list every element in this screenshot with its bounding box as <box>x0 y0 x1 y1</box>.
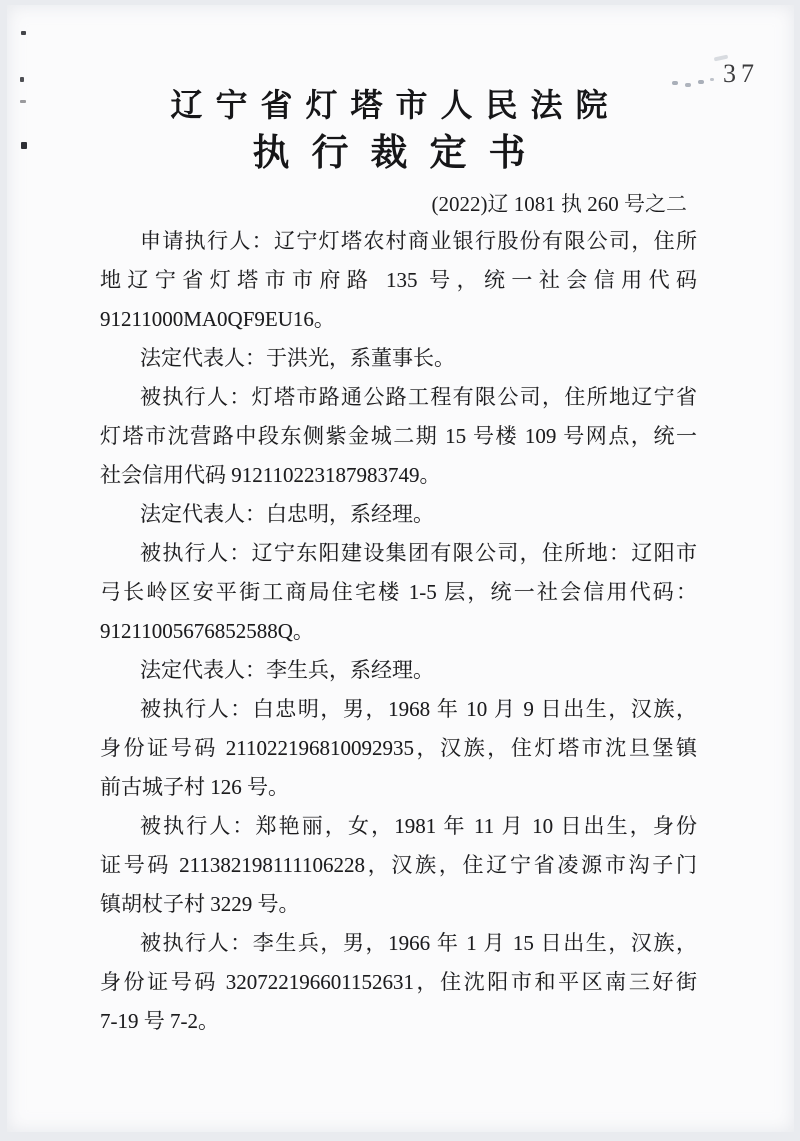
document-line: 身份证号码 211022196810092935，汉族，住灯塔市沈旦堡镇 <box>100 736 697 760</box>
document-line: 证号码 211382198111106228，汉族，住辽宁省凌源市沟子门 <box>100 853 697 877</box>
document-line: 灯塔市沈营路中段东侧紫金城二期 15 号楼 109 号网点，统一 <box>100 424 697 448</box>
document-body <box>100 222 697 1041</box>
document-line: 91211000MA0QF9EU16。 <box>100 307 335 331</box>
document-title: 执行裁定书 <box>252 133 548 174</box>
document-line: 被执行人：白忠明，男，1968 年 10 月 9 日出生，汉族， <box>140 697 697 721</box>
document-line: 被执行人：郑艳丽，女，1981 年 11 月 10 日出生，身份 <box>140 814 697 838</box>
page-number: 37 <box>723 59 759 88</box>
document-line: 弓长岭区安平街工商局住宅楼 1-5 层，统一社会信用代码： <box>100 580 697 604</box>
document-line: 91211005676852588Q。 <box>100 619 314 643</box>
scan-dot <box>672 81 678 85</box>
scan-speck <box>21 31 26 35</box>
document-line: 被执行人：灯塔市路通公路工程有限公司，住所地辽宁省 <box>140 385 697 409</box>
document-line: 申请执行人：辽宁灯塔农村商业银行股份有限公司，住所 <box>140 229 697 253</box>
document-line: 法定代表人：白忠明，系经理。 <box>140 502 434 526</box>
document-line: 镇胡杖子村 3229 号。 <box>100 892 300 916</box>
case-number: (2022)辽 1081 执 260 号之二 <box>431 192 687 216</box>
document-line: 被执行人：李生兵，男，1966 年 1 月 15 日出生，汉族， <box>140 931 697 955</box>
document-line: 身份证号码 320722196601152631，住沈阳市和平区南三好街 <box>100 970 697 994</box>
document-line: 法定代表人：于洪光，系董事长。 <box>140 346 455 370</box>
document-line: 社会信用代码 912110223187983749。 <box>100 463 441 487</box>
document-line: 法定代表人：李生兵，系经理。 <box>140 658 434 682</box>
document-line: 地辽宁省灯塔市市府路 135 号，统一社会信用代码 <box>100 268 697 292</box>
scan-dot <box>698 80 704 84</box>
court-name: 辽宁省灯塔市人民法院 <box>170 87 621 123</box>
scan-dot <box>710 78 714 81</box>
document-line: 前古城子村 126 号。 <box>100 775 289 799</box>
scan-speck <box>20 77 24 82</box>
document-line: 7-19 号 7-2。 <box>100 1009 219 1033</box>
document-line: 被执行人：辽宁东阳建设集团有限公司，住所地：辽阳市 <box>140 541 697 565</box>
